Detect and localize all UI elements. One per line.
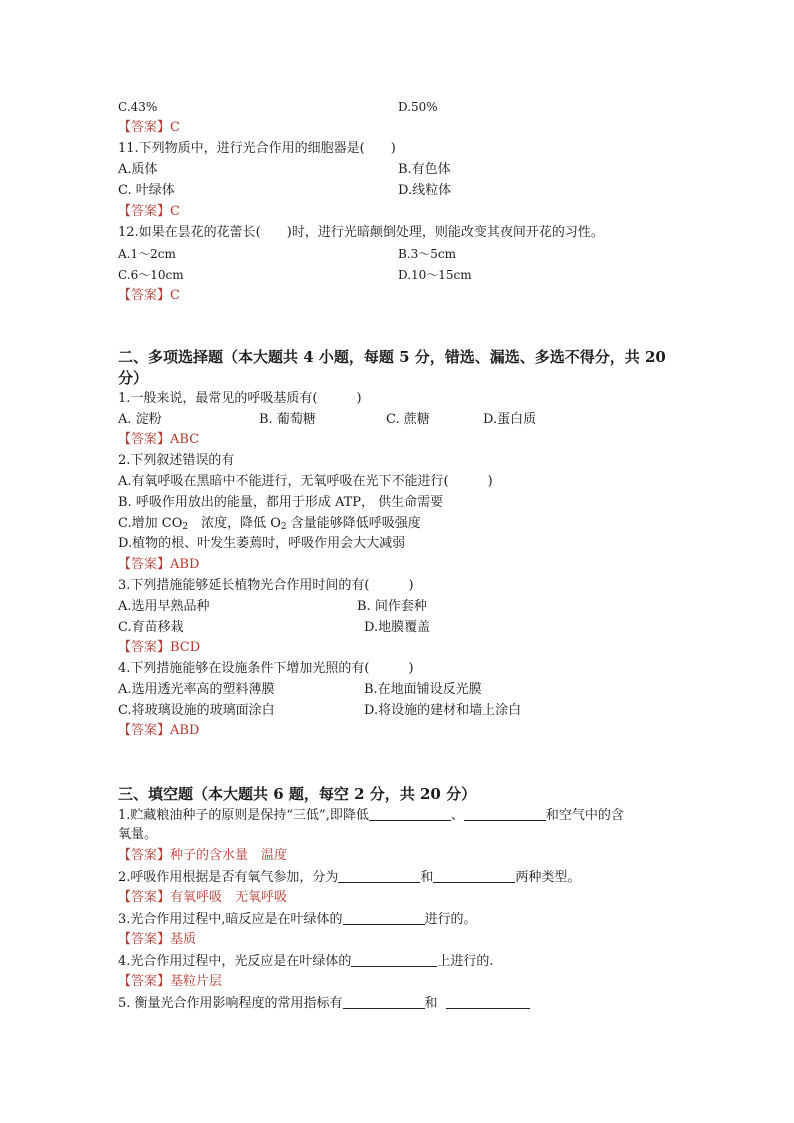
section2-title-line1: 二、多项选择题（本大题共 4 小题，每题 5 分，错选、漏选、多选不得分，共 20 [118,348,666,366]
s3-q4-stem: 4.光合作用过程中，光反应是在叶绿体的 上进行的. [118,954,494,969]
q11-option-c: C. 叶绿体 [118,183,175,198]
s2-q1-option-d: D.蛋白质 [483,412,537,427]
fill-blank[interactable] [433,868,515,883]
s2-q3-answer: 【答案】BCD [118,640,201,655]
s3-q1-line2: 氧量。 [118,827,158,842]
fill-blank[interactable] [343,994,425,1009]
s3-q3-answer: 【答案】基质 [118,932,197,947]
q12-option-c: C.6～10cm [118,268,184,282]
section2-title-line2: 分） [118,369,149,387]
q12-stem: 12.如果在昙花的花蕾长( )时，进行光暗颠倒处理，则能改变其夜间开花的习性。 [118,225,604,240]
s2-q2-option-a: A.有氧呼吸在黑暗中不能进行，无氧呼吸在光下不能进行( ) [118,474,493,489]
s2-q1-option-a: A. 淀粉 [118,412,162,427]
q11-option-b: B.有色体 [398,162,451,177]
s2-q1-option-b: B. 葡萄糖 [259,412,316,427]
fill-blank[interactable] [446,994,530,1009]
q12-option-a: A.1～2cm [118,247,176,261]
s2-q4-option-c: C.将玻璃设施的玻璃面涂白 [118,703,275,718]
fill-blank[interactable] [343,910,425,925]
s2-q4-answer: 【答案】ABD [118,723,200,738]
s2-q4-option-d: D.将设施的建材和墙上涂白 [364,703,522,718]
s2-q3-option-d: D.地膜覆盖 [364,620,431,635]
s2-q3-option-b: B. 间作套种 [357,599,427,614]
fill-blank[interactable] [338,868,420,883]
q10-option-d: D.50% [398,100,438,114]
s2-q2-option-d: D.植物的根、叶发生萎蔫时，呼吸作用会大大减弱 [118,536,406,551]
s2-q1-stem: 1.一般来说，最常见的呼吸基质有( ) [118,391,362,406]
fill-blank[interactable] [369,806,451,821]
s2-q2-option-c: C.增加 $CO_2$ 浓度，降低 $O_2$ 含量能够降低呼吸强度 [118,516,421,532]
s2-q3-stem: 3.下列措施能够延长植物光合作用时间的有( ) [118,578,414,593]
s2-q3-option-c: C.育苗移栽 [118,620,184,635]
q11-answer: 【答案】C [118,204,180,219]
s2-q4-option-a: A.选用透光率高的塑料薄膜 [118,682,275,697]
s2-q1-option-c: C. 蔗糖 [386,412,430,427]
s3-q4-answer: 【答案】基粒片层 [118,974,223,989]
s2-q4-option-b: B.在地面铺设反光膜 [364,682,482,697]
s3-q2-stem: 2.呼吸作用根据是否有氧气参加，分为 和 两种类型。 [118,870,581,885]
s2-q2-answer: 【答案】ABD [118,557,200,572]
q10-option-c: C.43% [118,100,158,114]
fill-blank[interactable] [351,952,437,967]
s2-q4-stem: 4.下列措施能够在设施条件下增加光照的有( ) [118,661,414,676]
s3-q5-stem: 5. 衡量光合作用影响程度的常用指标有 和 [118,994,530,1013]
q11-option-a: A.质体 [118,162,158,177]
s2-q3-option-a: A.选用早熟品种 [118,599,210,614]
s3-q3-stem: 3.光合作用过程中,暗反应是在叶绿体的 进行的。 [118,912,477,927]
s3-q1-answer: 【答案】种子的含水量 温度 [118,848,288,863]
section3-title: 三、填空题（本大题共 6 题，每空 2 分，共 20 分） [118,785,477,803]
q10-answer: 【答案】C [118,120,180,135]
fill-blank[interactable] [464,806,546,821]
q12-option-b: B.3～5cm [398,247,457,261]
s2-q2-option-b: B. 呼吸作用放出的能量，都用于形成 ATP， 供生命需要 [118,495,444,510]
q11-stem: 11.下列物质中，进行光合作用的细胞器是( ) [118,141,396,156]
q12-answer: 【答案】C [118,288,180,303]
s3-q1-line1: 1.贮藏粮油种子的原则是保持“三低”,即降低 、 和空气中的含 [118,808,624,823]
q12-option-d: D.10～15cm [398,268,472,282]
s3-q2-answer: 【答案】有氧呼吸 无氧呼吸 [118,890,288,905]
q11-option-d: D.线粒体 [398,183,452,198]
s2-q1-answer: 【答案】ABC [118,432,200,447]
s2-q2-stem: 2.下列叙述错误的有 [118,453,235,468]
